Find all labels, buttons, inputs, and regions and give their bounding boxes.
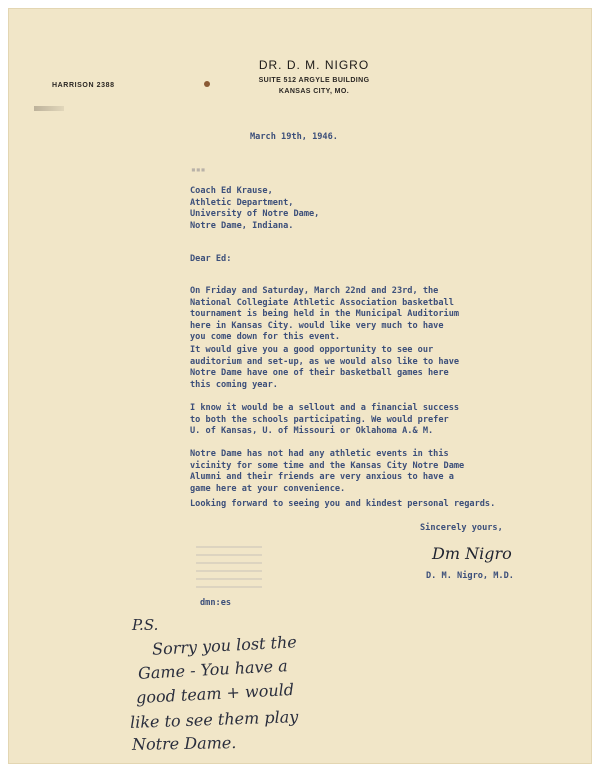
recipient-line: Athletic Department, (190, 197, 294, 208)
letter-date: March 19th, 1946. (250, 132, 338, 142)
handwritten-signature: Dm Nigro (432, 544, 512, 563)
typist-initials: dmn:es (200, 598, 232, 608)
body-paragraph-3 (190, 403, 550, 438)
faint-offset-text-block (196, 546, 262, 590)
body-line: to both the schools participating. We would prefer (190, 414, 449, 425)
recipient-line: University of Notre Dame, (190, 209, 320, 219)
salutation: Dear Ed: (190, 254, 232, 264)
body-line: On Friday and Saturday, March 22nd and 23rd, the (190, 286, 439, 296)
body-line: I know it would be a sellout and a financial success (190, 403, 460, 413)
body-line: auditorium and set-up, as we would also like to have (190, 356, 460, 367)
body-line: game here at your convenience. (190, 483, 346, 494)
body-line: It would give you a good opportunity to see our (190, 345, 434, 355)
faint-offset-mark: ▪▪▪ (191, 165, 206, 174)
body-paragraph-2 (190, 345, 550, 391)
letterhead-phone: HARRISON 2388 (52, 82, 115, 89)
signer-name: D. M. Nigro, M.D. (426, 571, 514, 581)
body-paragraph-1 (190, 286, 550, 344)
recipient-line: Notre Dame, Indiana. (190, 220, 294, 231)
punch-hole-mark (204, 81, 210, 87)
postscript-line: Game - You have a (137, 656, 289, 683)
postscript-line: Sorry you lost the (151, 632, 298, 659)
body-line: vicinity for some time and the Kansas City Notre Dame (190, 460, 465, 471)
postscript-line: Notre Dame. (131, 733, 237, 754)
body-line: this coming year. (190, 379, 278, 390)
letterhead-address-line2: KANSAS CITY, MO. (278, 88, 350, 95)
body-paragraph-4 (190, 449, 550, 495)
body-line: tournament is being held in the Municipal Auditorium (190, 309, 460, 319)
body-paragraph-5 (190, 499, 550, 511)
body-line: Notre Dame have one of their basketball games here (190, 368, 449, 378)
postscript-line: P.S. (132, 616, 159, 634)
body-line: Notre Dame has not had any athletic events in this (190, 449, 449, 459)
body-line: here in Kansas City. would like very much to have (190, 320, 444, 331)
body-line: Looking forward to seeing you and kindest personal regards. (190, 499, 496, 509)
ink-smudge (34, 106, 64, 111)
postscript-line: like to see them play (129, 707, 299, 732)
letter-page (8, 8, 592, 764)
body-line: Alumni and their friends are very anxious to have a (190, 472, 454, 482)
letterhead-address-line1: SUITE 512 ARGYLE BUILDING (258, 77, 370, 84)
letterhead-name: DR. D. M. NIGRO (258, 58, 370, 72)
postscript-line: good team + would (135, 679, 295, 708)
body-line: National Collegiate Athletic Association basketball (190, 297, 454, 308)
body-line: you come down for this event. (190, 332, 341, 342)
body-line: U. of Kansas, U. of Missouri or Oklahoma A.& M. (190, 426, 434, 436)
closing: Sincerely yours, (420, 523, 503, 533)
recipient-line: Coach Ed Krause, (190, 186, 273, 196)
recipient-address (190, 186, 319, 232)
